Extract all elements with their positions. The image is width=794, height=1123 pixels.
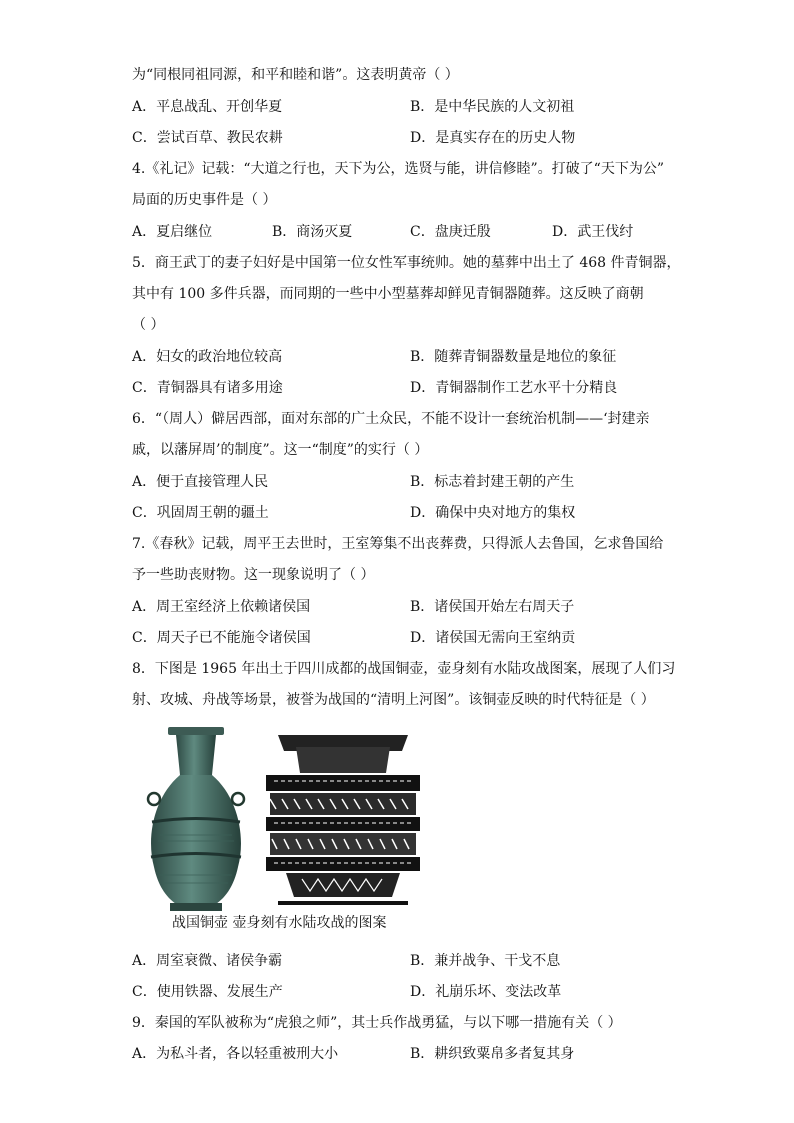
question-9-stem: 9．秦国的军队被称为“虎狼之师”，其士兵作战勇猛，与以下哪一措施有关（ ）: [132, 1015, 622, 1031]
q7-option-c[interactable]: C．周天子已不能施令诸侯国: [132, 630, 311, 646]
question-4-stem-1: 4.《礼记》记载：“大道之行也，天下为公，选贤与能，讲信修睦”。打破了“天下为公”: [132, 161, 664, 177]
q3-option-a[interactable]: A．平息战乱、开创华夏: [132, 99, 283, 115]
q5-option-a[interactable]: A．妇女的政治地位较高: [132, 349, 283, 365]
q8-option-c[interactable]: C．使用铁器、发展生产: [132, 984, 283, 1000]
q4-option-c[interactable]: C．盘庚迁殷: [410, 224, 491, 240]
q3-option-b[interactable]: B．是中华民族的人文初祖: [410, 99, 575, 115]
question-7-stem-2: 予一些助丧财物。这一现象说明了（ ）: [132, 567, 375, 583]
question-6-stem-2: 戚，以藩屏周’的制度”。这一“制度”的实行（ ）: [132, 442, 429, 458]
q4-option-b[interactable]: B．商汤灭夏: [272, 224, 353, 240]
q7-option-d[interactable]: D．诸侯国无需向王室纳贡: [410, 630, 576, 646]
question-6-stem-1: 6．“（周人）僻居西部，面对东部的广土众民，不能不设计一套统治机制——‘封建亲: [132, 411, 650, 427]
question-7-stem-1: 7.《春秋》记载，周平王去世时，王室筹集不出丧葬费，只得派人去鲁国，乞求鲁国给: [132, 536, 664, 552]
q7-option-a[interactable]: A．周王室经济上依赖诸侯国: [132, 599, 311, 615]
question-5-stem-2: 其中有 100 多件兵器，而同期的一些中小型墓葬却鲜见青铜器随葬。这反映了商朝: [132, 286, 644, 302]
q8-option-b[interactable]: B．兼并战争、干戈不息: [410, 953, 561, 969]
bronze-hu-vessel-photo: [148, 727, 244, 911]
q6-option-c[interactable]: C．巩固周王朝的疆土: [132, 505, 269, 521]
question-5-stem-1: 5．商王武丁的妻子妇好是中国第一位女性军事统帅。她的墓葬中出土了 468 件青铜器，: [132, 255, 681, 271]
bronze-vessel-illustration: [146, 727, 426, 913]
question-8-stem-1: 8．下图是 1965 年出土于四川成都的战国铜壶，壶身刻有水陆攻战图案，展现了人们习: [132, 661, 676, 677]
q8-option-d[interactable]: D．礼崩乐坏、变法改革: [410, 984, 562, 1000]
question-4-stem-2: 局面的历史事件是（ ）: [132, 192, 277, 208]
q3-option-d[interactable]: D．是真实存在的历史人物: [410, 130, 576, 146]
q7-option-b[interactable]: B．诸侯国开始左右周天子: [410, 599, 575, 615]
q5-option-c[interactable]: C．青铜器具有诸多用途: [132, 380, 283, 396]
q3-option-c[interactable]: C．尝试百草、教民农耕: [132, 130, 283, 146]
q6-option-d[interactable]: D．确保中央对地方的集权: [410, 505, 576, 521]
q6-option-a[interactable]: A．便于直接管理人民: [132, 474, 269, 490]
q4-option-d[interactable]: D．武王伐纣: [552, 224, 634, 240]
question-3-stem-end: 为“同根同祖同源，和平和睦和谐”。这表明黄帝（ ）: [132, 67, 459, 83]
q8-option-a[interactable]: A．周室衰微、诸侯争霸: [132, 953, 283, 969]
q9-option-b[interactable]: B．耕织致粟帛多者复其身: [410, 1046, 575, 1062]
bronze-vessel-figure: [146, 727, 426, 913]
q6-option-b[interactable]: B．标志着封建王朝的产生: [410, 474, 575, 490]
q5-option-b[interactable]: B．随葬青铜器数量是地位的象征: [410, 349, 617, 365]
q9-option-a[interactable]: A．为私斗者，各以轻重被刑大小: [132, 1046, 339, 1062]
q4-option-a[interactable]: A．夏启继位: [132, 224, 213, 240]
question-8-stem-2: 射、攻城、舟战等场景，被誉为战国的“清明上河图”。该铜壶反映的时代特征是（ ）: [132, 692, 655, 708]
battle-scene-rubbing: [264, 731, 422, 907]
q5-option-d[interactable]: D．青铜器制作工艺水平十分精良: [410, 380, 618, 396]
figure-caption: 战国铜壶 壶身刻有水陆攻战的图案: [172, 915, 387, 931]
question-5-stem-3: （ ）: [132, 317, 165, 333]
